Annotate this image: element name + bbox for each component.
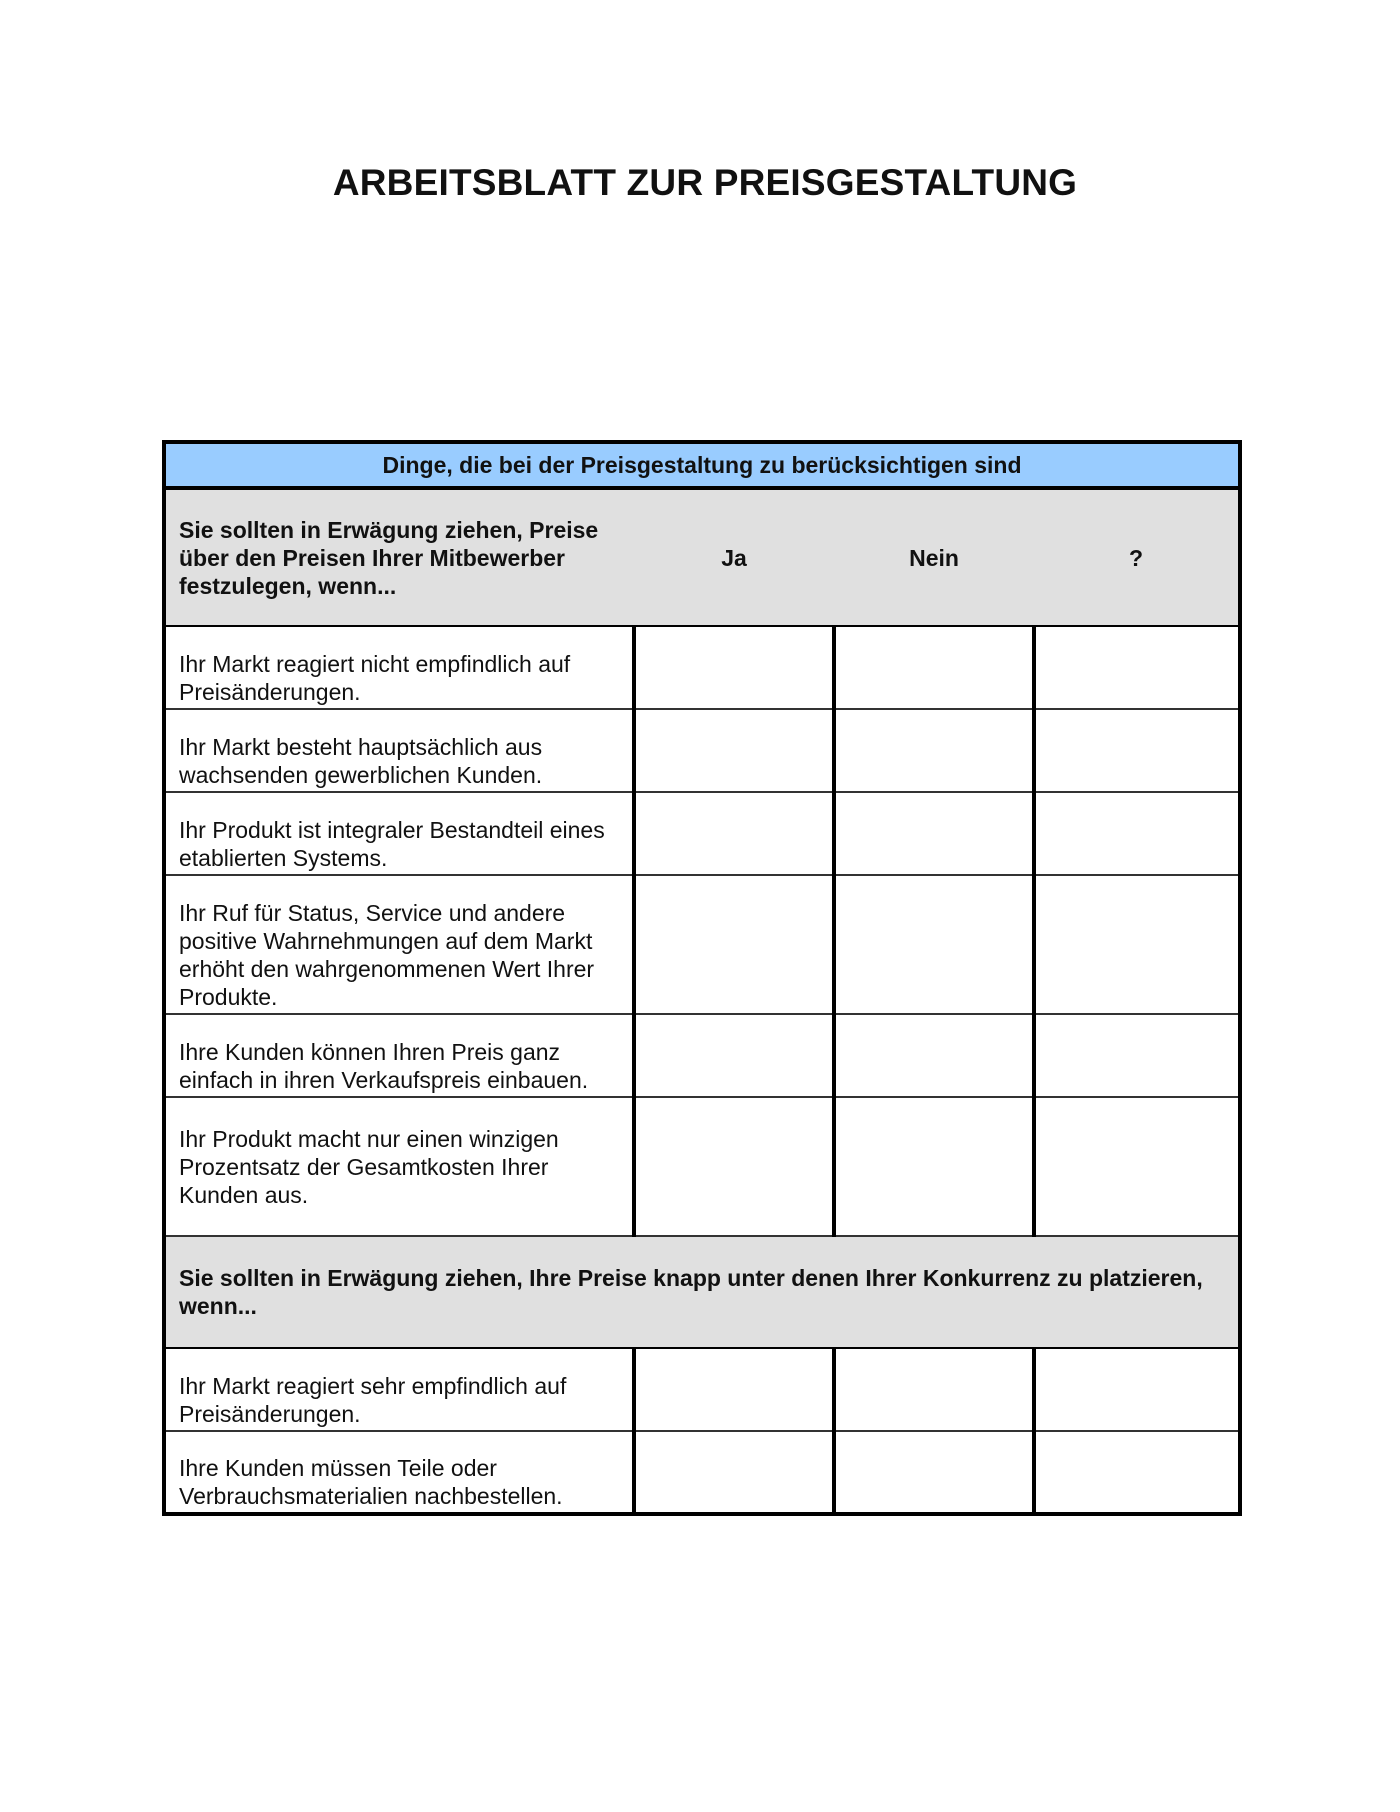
checkbox-cell-nein[interactable]: [834, 1348, 1034, 1431]
checkbox-cell-unsure[interactable]: [1034, 1348, 1240, 1431]
section-heading-row: [164, 488, 1240, 626]
checkbox-cell-unsure[interactable]: [1034, 875, 1240, 1014]
table-row: [164, 1348, 1240, 1431]
checkbox-cell-ja[interactable]: [634, 626, 834, 709]
checkbox-cell-unsure[interactable]: [1034, 792, 1240, 875]
column-header-nein: Nein: [834, 488, 1034, 626]
row-label: Ihre Kunden müssen Teile oder Verbrauchsmaterialien nachbestellen.: [164, 1431, 634, 1514]
checkbox-cell-ja[interactable]: [634, 1014, 834, 1097]
table-row: [164, 626, 1240, 709]
column-header-unsure: ?: [1034, 488, 1240, 626]
table-row: [164, 1014, 1240, 1097]
checkbox-cell-nein[interactable]: [834, 709, 1034, 792]
table-row: [164, 709, 1240, 792]
checkbox-cell-ja[interactable]: [634, 875, 834, 1014]
column-header-ja: Ja: [634, 488, 834, 626]
pricing-worksheet-table: [162, 440, 1242, 1516]
row-label: Ihr Markt besteht hauptsächlich aus wachsenden gewerblichen Kunden.: [164, 709, 634, 792]
section-heading-row: [164, 1236, 1240, 1348]
section-heading: Sie sollten in Erwägung ziehen, Preise über den Preisen Ihrer Mitbewerber festzulegen, wenn...: [164, 488, 634, 626]
checkbox-cell-nein[interactable]: [834, 626, 1034, 709]
table-banner: Dinge, die bei der Preisgestaltung zu berücksichtigen sind: [164, 442, 1240, 488]
checkbox-cell-nein[interactable]: [834, 792, 1034, 875]
checkbox-cell-ja[interactable]: [634, 1431, 834, 1514]
checkbox-cell-unsure[interactable]: [1034, 626, 1240, 709]
table-row: [164, 1097, 1240, 1236]
row-label: Ihr Ruf für Status, Service und andere positive Wahrnehmungen auf dem Markt erhöht den wahrgenommenen Wert Ihrer Produkte.: [164, 875, 634, 1014]
checkbox-cell-nein[interactable]: [834, 1431, 1034, 1514]
checkbox-cell-unsure[interactable]: [1034, 1431, 1240, 1514]
checkbox-cell-unsure[interactable]: [1034, 1097, 1240, 1236]
row-label: Ihr Produkt macht nur einen winzigen Prozentsatz der Gesamtkosten Ihrer Kunden aus.: [164, 1097, 634, 1236]
checkbox-cell-unsure[interactable]: [1034, 1014, 1240, 1097]
checkbox-cell-ja[interactable]: [634, 1348, 834, 1431]
section-heading: Sie sollten in Erwägung ziehen, Ihre Preise knapp unter denen Ihrer Konkurrenz zu platzieren, wenn...: [164, 1236, 1240, 1348]
checkbox-cell-unsure[interactable]: [1034, 709, 1240, 792]
row-label: Ihre Kunden können Ihren Preis ganz einfach in ihren Verkaufspreis einbauen.: [164, 1014, 634, 1097]
checkbox-cell-nein[interactable]: [834, 1014, 1034, 1097]
row-label: Ihr Markt reagiert sehr empfindlich auf Preisänderungen.: [164, 1348, 634, 1431]
table-row: [164, 1431, 1240, 1514]
checkbox-cell-nein[interactable]: [834, 875, 1034, 1014]
checkbox-cell-ja[interactable]: [634, 709, 834, 792]
row-label: Ihr Produkt ist integraler Bestandteil eines etablierten Systems.: [164, 792, 634, 875]
checkbox-cell-ja[interactable]: [634, 792, 834, 875]
checkbox-cell-nein[interactable]: [834, 1097, 1034, 1236]
document-title: ARBEITSBLATT ZUR PREISGESTALTUNG: [332, 162, 1078, 203]
table-row: [164, 875, 1240, 1014]
row-label: Ihr Markt reagiert nicht empfindlich auf Preisänderungen.: [164, 626, 634, 709]
checkbox-cell-ja[interactable]: [634, 1097, 834, 1236]
banner-row: [164, 442, 1240, 488]
table-row: [164, 792, 1240, 875]
